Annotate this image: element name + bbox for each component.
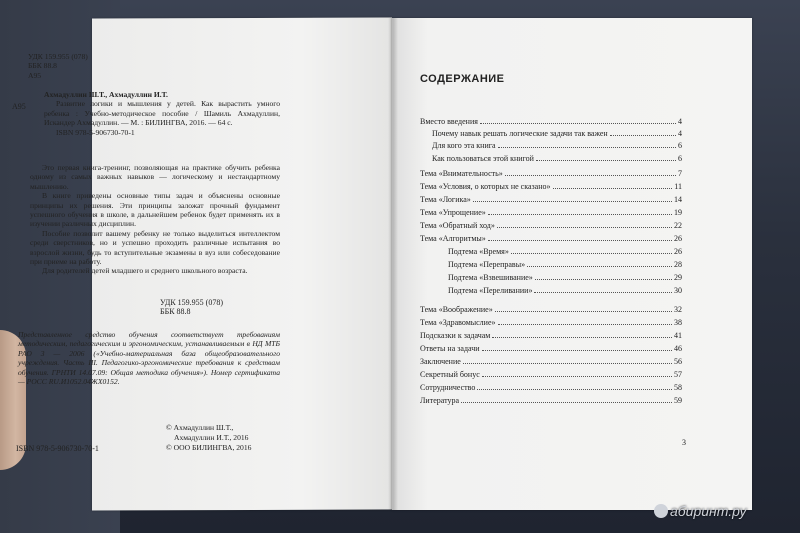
toc-entry: [420, 355, 682, 366]
toc-leader-dots: [610, 135, 676, 136]
toc-entry-label: Тема «Алгоритмы»: [420, 234, 486, 243]
toc-entry-page: 30: [674, 286, 682, 295]
toc-entry-page: 41: [674, 331, 682, 340]
toc-leader-dots: [527, 266, 672, 267]
abstract-paragraph: В книге приведены основные типы задач и объяснены основные принципы их решения. Эти принципы заложат прочный фундамент успешного обучения в школе, в дальнейшем ребенок будет применять их в изучении различных дисциплин.: [30, 191, 280, 229]
toc-entry-page: 32: [674, 305, 682, 314]
toc-entry-page: 6: [678, 154, 682, 163]
isbn: ISBN 978-5-906730-70-1: [56, 127, 135, 137]
toc-entry: [420, 180, 682, 191]
toc-entry: [432, 127, 682, 138]
toc-leader-dots: [488, 214, 672, 215]
abstract-paragraph: Это первая книга-тренинг, позволяющая на практике обучить ребенка одному из самых важных навыков — логическому и нестандартному мышлению.: [30, 163, 280, 191]
toc-entry-label: Как пользоваться этой книгой: [432, 154, 534, 163]
toc-entry-label: Тема «Логика»: [420, 195, 471, 204]
toc-entry-page: 4: [678, 129, 682, 138]
bbk-line: ББК 88.8: [28, 61, 57, 71]
book-gutter: [388, 18, 398, 510]
toc-entry: [420, 329, 682, 340]
toc-entry-page: 11: [674, 182, 682, 191]
toc-entry-label: Вместо введения: [420, 117, 478, 126]
toc-leader-dots: [505, 175, 676, 176]
toc-leader-dots: [480, 123, 676, 124]
toc-entry-page: 58: [674, 383, 682, 392]
toc-entry-label: Тема «Внимательность»: [420, 169, 503, 178]
abstract-paragraph: Для родителей детей младшего и среднего школьного возраста.: [42, 266, 248, 276]
toc-entry-page: 26: [674, 247, 682, 256]
toc-entry: [420, 368, 682, 379]
toc-entry: [420, 206, 682, 217]
toc-entry: [448, 258, 682, 269]
toc-entry-label: Для кого эта книга: [432, 141, 496, 150]
toc-leader-dots: [477, 389, 672, 390]
toc-entry-label: Литература: [420, 396, 460, 405]
toc-entry-label: Сотрудничество: [420, 383, 476, 392]
copyright-line: © Ахмадуллин Ш.Т.,: [166, 423, 234, 432]
toc-entry: [420, 303, 682, 314]
toc-entry-page: 22: [674, 221, 682, 230]
toc-entry-page: 19: [674, 208, 682, 217]
toc-leader-dots: [495, 311, 672, 312]
toc-entry: [420, 219, 682, 230]
watermark: [654, 503, 746, 519]
toc-entry: [420, 394, 682, 405]
toc-entry: [432, 139, 682, 150]
toc-entry: [420, 115, 682, 126]
udk-line: УДК 159.955 (078): [28, 52, 88, 61]
toc-entry-page: 59: [674, 396, 682, 405]
contents-title: СОДЕРЖАНИЕ: [420, 73, 505, 85]
watermark-text: абиринт.ру: [670, 503, 747, 519]
a95-line: А95: [28, 70, 42, 80]
toc-entry-label: Почему навык решать логические задачи так важен: [432, 129, 608, 138]
toc-leader-dots: [535, 279, 672, 280]
toc-entry: [420, 316, 682, 327]
toc-entry-page: 38: [674, 318, 682, 327]
toc-entry: [420, 167, 682, 178]
toc-entry-page: 14: [674, 195, 682, 204]
toc-entry-label: Подтема «Взвешивание»: [448, 273, 533, 282]
toc-entry-label: Тема «Воображение»: [420, 305, 493, 314]
toc-entry: [432, 152, 682, 163]
copyright: [166, 423, 251, 453]
toc-entry: [420, 381, 682, 392]
bibliographic-record: [44, 90, 280, 137]
toc-leader-dots: [492, 337, 672, 338]
toc-leader-dots: [461, 402, 672, 403]
toc-entry-page: 46: [674, 344, 682, 353]
toc-leader-dots: [488, 240, 672, 241]
udk-line: УДК 159.955 (078): [160, 298, 223, 307]
a95-side-mark: А95: [12, 102, 26, 111]
toc-entry-page: 26: [674, 234, 682, 243]
toc-entry-page: 6: [678, 141, 682, 150]
bib-text: Развитие логики и мышления у детей. Как вырастить умного ребенка : Учебно-методическое пособие / Шамиль Ахмадуллин, Искандер Ахмадуллин. — М. : БИЛИНГВА, 2016. — 64 с.: [44, 99, 280, 128]
toc-leader-dots: [511, 253, 672, 254]
toc-entry-label: Подтема «Переливании»: [448, 286, 533, 295]
toc-leader-dots: [463, 363, 672, 364]
toc-entry-label: Тема «Упрощение»: [420, 208, 486, 217]
legal-notice: Представленное средство обучения соответствует требованиям методическим, педагогическим и эргономическим, устанавливаемым в НД МТБ РАО 3 — 2006 («Учебно-материальная база общеобразовательного учреждения. Часть III. Педагогико-эргономические требования к средствам обучения. ГРНТИ 14.07.09: Общая методика обучения»). Номер сертификата — РОСС RU.И1052.04ЖХ0152.: [18, 330, 280, 387]
toc-entry-label: Ответы на задачи: [420, 344, 480, 353]
toc-entry-label: Подсказки к задачам: [420, 331, 491, 340]
labirint-logo-icon: [654, 504, 668, 518]
toc-entry-page: 4: [678, 117, 682, 126]
toc-entry-page: 57: [674, 370, 682, 379]
toc-entry-page: 28: [674, 260, 682, 269]
toc-entry-page: 29: [674, 273, 682, 282]
toc-leader-dots: [497, 227, 672, 228]
toc-entry-page: 7: [678, 169, 682, 178]
copyright-line: Ахмадуллин И.Т., 2016: [174, 433, 249, 442]
copyright-line: © ООО БИЛИНГВА, 2016: [166, 443, 252, 452]
bbk-line: ББК 88.8: [160, 307, 191, 317]
toc-leader-dots: [473, 201, 672, 202]
toc-entry-page: 56: [674, 357, 682, 366]
toc-leader-dots: [498, 147, 676, 148]
udk-bottom: [160, 298, 223, 317]
toc-entry-label: Заключение: [420, 357, 461, 366]
toc-entry: [420, 232, 682, 243]
toc-entry: [448, 284, 682, 295]
authors: Ахмадуллин Ш.Т., Ахмадуллин И.Т.: [44, 90, 168, 99]
toc-leader-dots: [482, 350, 672, 351]
toc-entry-label: Подтема «Время»: [448, 247, 509, 256]
toc-entry: [448, 271, 682, 282]
toc-leader-dots: [498, 324, 672, 325]
page-number: 3: [682, 438, 686, 447]
toc-entry-label: Секретный бонус: [420, 370, 480, 379]
toc-leader-dots: [482, 376, 672, 377]
abstract: [30, 163, 280, 276]
toc-leader-dots: [536, 160, 676, 161]
abstract-paragraph: Пособие позволит вашему ребенку не только выделиться интеллектом среди сверстников, но и успешно проходить различные испытания во взрослой жизни, будь то вступительные экзамены в вуз или собеседование при приеме на работу.: [30, 228, 280, 267]
toc-entry-label: Подтема «Переправы»: [448, 260, 526, 269]
udk-block: [28, 52, 88, 80]
toc-entry-label: Тема «Здравомыслие»: [420, 318, 496, 327]
toc-entry-label: Тема «Обратный ход»: [420, 221, 495, 230]
toc-leader-dots: [534, 292, 672, 293]
toc-entry: [420, 342, 682, 353]
toc-leader-dots: [553, 188, 673, 189]
toc-entry: [420, 193, 682, 204]
toc-entry-label: Тема «Условия, о которых не сказано»: [420, 182, 551, 191]
toc-entry: [448, 245, 682, 256]
isbn-bottom: ISBN 978-5-906730-70-1: [16, 444, 99, 453]
